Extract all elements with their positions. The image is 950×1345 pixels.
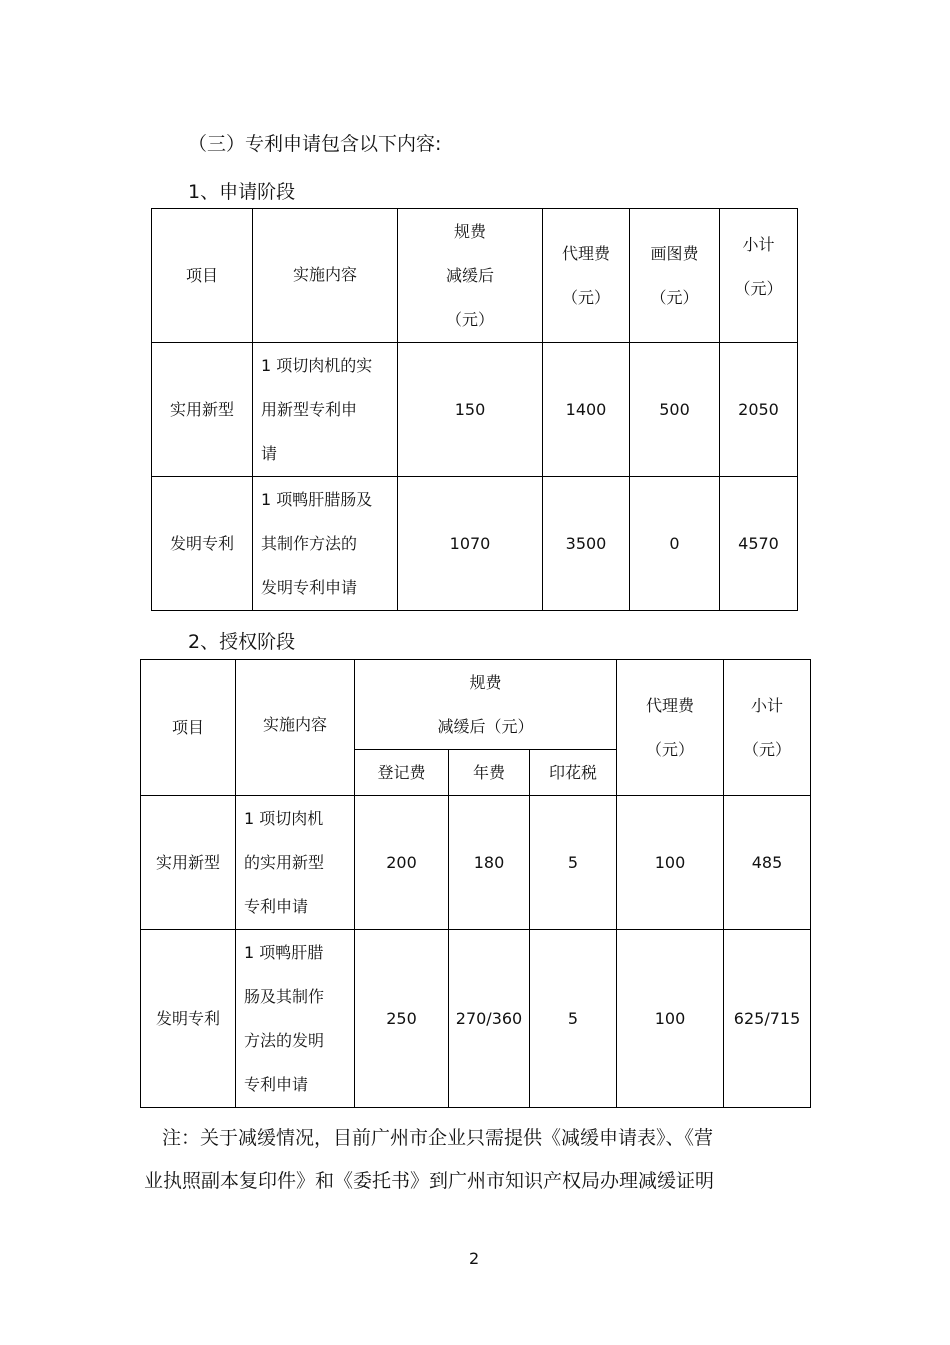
row-content-line: 的实用新型	[244, 852, 325, 872]
row-content	[253, 477, 398, 611]
stage1-title: 1、申请阶段	[188, 181, 296, 203]
header-drawing-fee	[630, 209, 720, 343]
header-content: 实施内容	[236, 660, 355, 796]
row-agency-fee: 3500	[543, 477, 630, 611]
row-content-line: 发明专利申请	[261, 577, 358, 597]
header-subtotal-line1: 小计	[751, 695, 784, 715]
note-line-1: 注：关于减缓情况，目前广州市企业只需提供《减缓申请表》、《营	[162, 1127, 714, 1149]
header-annual-fee: 年费	[449, 750, 530, 796]
row-agency-fee: 1400	[543, 343, 630, 477]
row-drawing-fee: 0	[630, 477, 720, 611]
row-subtotal: 625/715	[724, 930, 811, 1108]
row-stamp-tax: 5	[530, 796, 617, 930]
row-subtotal: 4570	[720, 477, 798, 611]
row-content-line: 1 项切肉机	[244, 808, 324, 828]
header-official-fee	[398, 209, 543, 343]
header-content: 实施内容	[253, 209, 398, 343]
row-annual-fee: 270/360	[449, 930, 530, 1108]
row-registration-fee: 250	[355, 930, 449, 1108]
note-line-2: 业执照副本复印件》和《委托书》到广州市知识产权局办理减缓证明	[144, 1170, 715, 1192]
section-title: （三）专利申请包含以下内容:	[188, 133, 442, 155]
header-agency-fee-line1: 代理费	[646, 695, 695, 715]
header-official-fee-line3: （元）	[445, 309, 494, 329]
row-content-line: 专利申请	[244, 896, 309, 916]
header-item: 项目	[141, 660, 236, 796]
row-official-fee: 150	[398, 343, 543, 477]
table-row	[141, 796, 811, 930]
row-content-line: 1 项鸭肝腊	[244, 942, 324, 962]
row-content-line: 方法的发明	[244, 1030, 325, 1050]
row-item: 发明专利	[141, 930, 236, 1108]
header-official-fee-line1: 规费	[453, 221, 486, 241]
table-header-row	[141, 660, 811, 750]
row-subtotal: 2050	[720, 343, 798, 477]
header-subtotal	[720, 209, 798, 343]
header-subtotal-line2: （元）	[743, 739, 792, 759]
header-subtotal-line2: （元）	[734, 279, 783, 298]
row-item: 实用新型	[152, 343, 253, 477]
table-header-row	[152, 209, 798, 343]
header-official-fee-line1: 规费	[469, 672, 502, 692]
header-subtotal	[724, 660, 811, 796]
row-content	[236, 930, 355, 1108]
row-item: 实用新型	[141, 796, 236, 930]
header-drawing-fee-line1: 画图费	[650, 243, 699, 263]
row-content-line: 请	[261, 443, 278, 463]
header-official-fee-line2: 减缓后	[445, 265, 494, 285]
table-row	[141, 930, 811, 1108]
header-official-fee-line2: 减缓后（元）	[437, 716, 534, 736]
row-content-line: 专利申请	[244, 1074, 309, 1094]
row-content-line: 1 项切肉机的实	[261, 355, 373, 375]
row-annual-fee: 180	[449, 796, 530, 930]
row-content-line: 1 项鸭肝腊肠及	[261, 489, 373, 509]
table-row	[152, 343, 798, 477]
row-content-line: 肠及其制作	[244, 986, 325, 1006]
header-subtotal-line1: 小计	[742, 235, 775, 254]
row-item: 发明专利	[152, 477, 253, 611]
row-registration-fee: 200	[355, 796, 449, 930]
row-agency-fee: 100	[617, 930, 724, 1108]
table-row	[152, 477, 798, 611]
row-content-line: 其制作方法的	[261, 533, 358, 553]
row-official-fee: 1070	[398, 477, 543, 611]
header-agency-fee	[543, 209, 630, 343]
header-agency-fee	[617, 660, 724, 796]
grant-stage-table	[140, 659, 811, 1108]
header-stamp-tax: 印花税	[530, 750, 617, 796]
header-agency-fee-line2: （元）	[561, 287, 610, 307]
row-stamp-tax: 5	[530, 930, 617, 1108]
header-registration-fee: 登记费	[355, 750, 449, 796]
row-drawing-fee: 500	[630, 343, 720, 477]
header-agency-fee-line1: 代理费	[561, 243, 610, 263]
row-content	[236, 796, 355, 930]
header-item: 项目	[152, 209, 253, 343]
row-subtotal: 485	[724, 796, 811, 930]
row-content	[253, 343, 398, 477]
header-drawing-fee-line2: （元）	[650, 287, 699, 307]
page-number: 2	[469, 1249, 480, 1268]
header-official-fee	[355, 660, 617, 750]
application-stage-table	[151, 208, 798, 611]
row-agency-fee: 100	[617, 796, 724, 930]
stage2-title: 2、授权阶段	[188, 631, 296, 653]
row-content-line: 用新型专利申	[261, 399, 358, 419]
header-agency-fee-line2: （元）	[646, 739, 695, 759]
